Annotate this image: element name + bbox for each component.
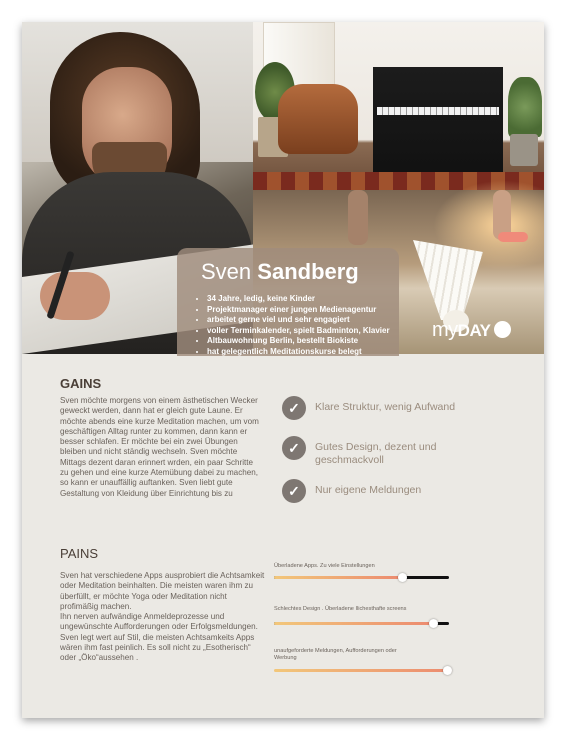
pain-bar-knob (443, 666, 452, 675)
check-icon: ✓ (282, 396, 306, 420)
persona-last-name: Sandberg (257, 259, 359, 284)
gain-item (282, 436, 502, 466)
logo-dot-icon (494, 321, 511, 338)
pain-bar-track (274, 669, 452, 672)
persona-facts (195, 294, 390, 357)
persona-fact: • arbeitet gerne viel und sehr engagiert (207, 315, 390, 326)
pain-bar-track (274, 576, 449, 579)
pain-bar-fill (274, 576, 402, 579)
gain-item (282, 396, 502, 426)
pain-bar-fill (274, 669, 452, 672)
pain-bar-label: unaufgeforderte Meldungen, Aufforderungen oder Werbung (274, 648, 397, 661)
gains-title: GAINS (60, 376, 102, 391)
persona-first-name: Sven (201, 259, 252, 284)
gains-text: Sven möchte morgens von einem ästhetischen Wecker geweckt werden, dann hat er gleich gute Laune. Er möchte abends eine kurze Meditation machen, um vom geschäftigen Alltag runter zu kommen, dann kann er besser schlafen. Er möchte bei ein zwei Übungen bleiben und nicht ständig wechseln. Sven möchte Mittags dezent daran erinnert wrden, ein paar Schritte zu gehen und eine kurze Atemübung dabei zu machen, so kann er unauffällig auftanken. Sven liebt gute Gestaltung von Kleidung über Einrichtung bis zu (60, 396, 259, 498)
persona-name (201, 259, 359, 285)
pain-bar-knob (429, 619, 438, 628)
persona-sheet (22, 22, 544, 718)
logo-my: my (432, 319, 458, 341)
pain-bar-label: Überladene Apps. Zu viele Einstellungen (274, 563, 375, 569)
gain-item (282, 479, 502, 509)
persona-fact: • 34 Jahre, ledig, keine Kinder (207, 294, 390, 305)
pain-bar-label: Schlechtes Design . Überladene Ilichesthafte screens (274, 606, 407, 612)
check-icon: ✓ (282, 479, 306, 503)
persona-fact: • Altbauwohnung Berlin, bestellt Biokiste (207, 336, 390, 347)
pains-paragraph: Sven legt wert auf Stil, die meisten Achtsamkeits Apps wären ihm fast peinlich. Es soll nicht zu „Esotherisch“ oder „Öko“aussehen . (60, 632, 255, 663)
pain-bar-knob (398, 573, 407, 582)
gain-label: Nur eigene Meldungen (315, 484, 422, 496)
persona-fact: • hat gelegentlich Meditationskurse belegt (207, 347, 390, 358)
photo-living-room (253, 22, 544, 190)
pain-bar-fill (274, 622, 433, 625)
pains-paragraph: Ihn nerven aufwändige Anmeldeprozesse und ungewünschte Aufforderungen oder Erfolgsmeldungen. (60, 612, 258, 632)
pains-title: PAINS (60, 546, 99, 561)
persona-card (177, 248, 399, 356)
persona-fact: • voller Terminkalender, spielt Badminton, Klavier (207, 326, 390, 337)
check-icon: ✓ (282, 436, 306, 460)
myday-logo (432, 319, 511, 342)
pains-text (60, 571, 265, 664)
logo-day: DAY (457, 321, 491, 340)
gain-label: Gutes Design, dezent und geschmackvoll (315, 441, 437, 466)
pains-paragraph: Sven hat verschiedene Apps ausprobiert die Achtsamkeit oder Meditation beinhalten. Die meisten waren ihm zu überfüllt, er möchte Yoga oder Meditation nicht profimäßig machen. (60, 571, 265, 611)
persona-fact: • Projektmanager einer jungen Medienagentur (207, 305, 390, 316)
pain-bar-track (274, 622, 449, 625)
gain-label: Klare Struktur, wenig Aufwand (315, 401, 456, 413)
